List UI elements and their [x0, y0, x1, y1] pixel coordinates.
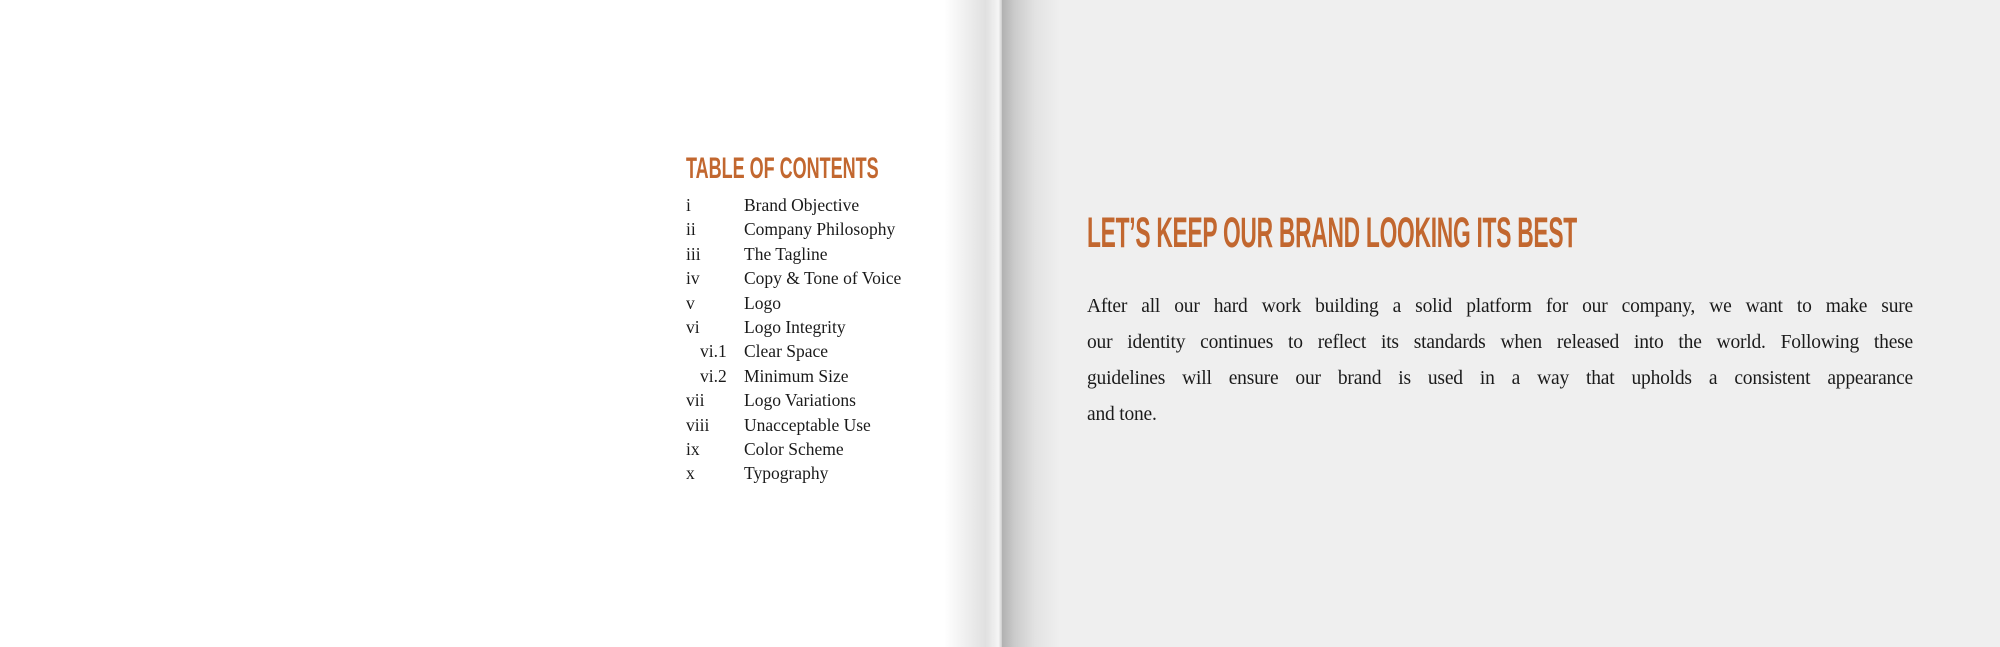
toc-item: [686, 291, 986, 315]
toc-item: [686, 242, 986, 266]
toc-item: [686, 266, 986, 290]
toc-item: [686, 437, 986, 461]
toc-list: [686, 193, 986, 486]
toc-item: [686, 364, 986, 388]
body-line: After all our hard work building a solid platform for our company, we want to make sure: [1087, 296, 1913, 317]
toc-item: [686, 315, 986, 339]
body-line: our identity continues to reflect its standards when released into the world. Following these: [1087, 332, 1913, 353]
toc-title: TABLE OF CONTENTS: [686, 152, 879, 185]
body-line: and tone.: [1087, 404, 1157, 425]
toc-item-label: Color Scheme: [744, 439, 844, 460]
toc-item-number: vii: [686, 390, 705, 411]
toc-item: [686, 193, 986, 217]
toc-item-label: The Tagline: [744, 243, 828, 264]
toc-item-label: Logo Integrity: [744, 317, 846, 338]
toc-item-number: viii: [686, 414, 710, 435]
toc-item-label: Copy & Tone of Voice: [744, 268, 902, 289]
toc-item: [686, 339, 986, 363]
toc-item: [686, 461, 986, 485]
right-page: [1002, 0, 2000, 647]
toc-item-number: vi: [686, 317, 700, 338]
toc-item-label: Brand Objective: [744, 195, 860, 215]
body-line: guidelines will ensure our brand is used in a way that upholds a consistent appearance: [1087, 368, 1913, 389]
toc-item-number: v: [686, 292, 695, 313]
toc-item-number: vi.1: [700, 341, 727, 362]
toc-item: [686, 388, 986, 412]
toc-item-label: Minimum Size: [744, 365, 849, 386]
toc-item-number: ix: [686, 439, 700, 460]
body-paragraph: [1087, 289, 1913, 433]
toc-item-label: Logo Variations: [744, 390, 856, 411]
toc-item-number: iv: [686, 268, 700, 289]
toc-item: [686, 413, 986, 437]
toc-item-number: ii: [686, 219, 696, 240]
toc-item-number: vi.2: [700, 365, 727, 386]
page-fold-shadow: [1002, 0, 1060, 647]
toc-item-label: Company Philosophy: [744, 219, 896, 240]
toc-item-number: iii: [686, 243, 701, 264]
toc-item-label: Unacceptable Use: [744, 414, 871, 435]
toc-item-label: Clear Space: [744, 341, 829, 362]
toc-item-label: Logo: [744, 292, 781, 313]
toc-item-number: i: [686, 195, 691, 215]
toc-item-label: Typography: [744, 463, 829, 484]
toc-item-number: x: [686, 463, 695, 484]
toc-item: [686, 217, 986, 241]
section-heading: LET’S KEEP OUR BRAND LOOKING ITS BEST: [1087, 209, 1577, 257]
